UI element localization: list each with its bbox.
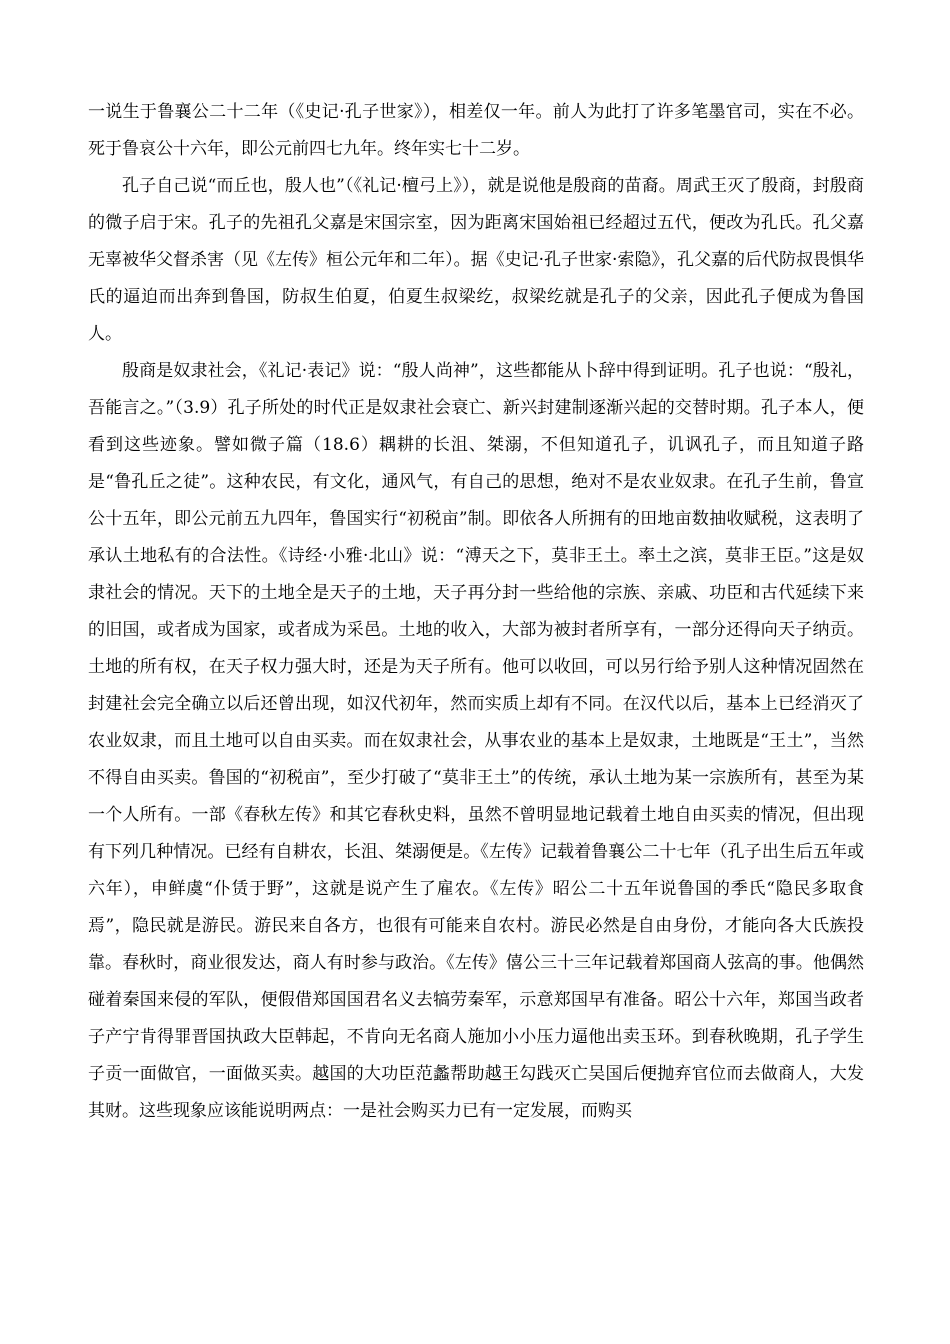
- body-text: [88, 94, 864, 1130]
- paragraph-2: 孔子自己说“而丘也，殷人也”（《礼记·檀弓上》），就是说他是殷商的苗裔。周武王灭了殷商，封殷商的微子启于宋。孔子的先祖孔父嘉是宋国宗室，因为距离宋国始祖已经超过五代，便改为孔氏。孔父嘉无辜被华父督杀害（见《左传》桓公元年和二年）。据《史记·孔子世家·索隐》，孔父嘉的后代防叔畏惧华氏的逼迫而出奔到鲁国，防叔生伯夏，伯夏生叔梁纥，叔梁纥就是孔子的父亲，因此孔子便成为鲁国人。: [88, 176, 864, 344]
- paragraph-1: 一说生于鲁襄公二十二年（《史记·孔子世家》），相差仅一年。前人为此打了许多笔墨官司，实在不必。死于鲁哀公十六年，即公元前四七九年。终年实七十二岁。: [88, 102, 864, 159]
- paragraph-3: 殷商是奴隶社会，《礼记·表记》说：“殷人尚神”，这些都能从卜辞中得到证明。孔子也说：“殷礼，吾能言之。”（3.9）孔子所处的时代正是奴隶社会衰亡、新兴封建制逐渐兴起的交替时期。孔子本人，便看到这些迹象。譬如微子篇（18.6）耦耕的长沮、桀溺，不但知道孔子，讥讽孔子，而且知道子路是“鲁孔丘之徒”。这种农民，有文化，通风气，有自己的思想，绝对不是农业奴隶。在孔子生前，鲁宣公十五年，即公元前五九四年，鲁国实行“初税亩”制。即依各人所拥有的田地亩数抽收赋税，这表明了承认土地私有的合法性。《诗经·小雅·北山》说：“溥天之下，莫非王土。率土之滨，莫非王臣。”这是奴隶社会的情况。天下的土地全是天子的土地，天子再分封一些给他的宗族、亲戚、功臣和古代延续下来的旧国，或者成为国家，或者成为采邑。土地的收入，大部为被封者所享有，一部分还得向天子纳贡。土地的所有权，在天子权力强大时，还是为天子所有。他可以收回，可以另行给予别人这种情况固然在封建社会完全确立以后还曾出现，如汉代初年，然而实质上却有不同。在汉代以后，基本上已经消灭了农业奴隶，而且土地可以自由买卖。而在奴隶社会，从事农业的基本上是奴隶，土地既是“王土”，当然不得自由买卖。鲁国的“初税亩”，至少打破了“莫非王土”的传统，承认土地为某一宗族所有，甚至为某一个人所有。一部《春秋左传》和其它春秋史料，虽然不曾明显地记载着土地自由买卖的情况，但出现有下列几种情况。已经有自耕农，长沮、桀溺便是。《左传》记载着鲁襄公二十七年（孔子出生后五年或六年），申鲜虞“仆赁于野”，这就是说产生了雇农。《左传》昭公二十五年说鲁国的季氏“隐民多取食焉”，隐民就是游民。游民来自各方，也很有可能来自农村。游民必然是自由身份，才能向各大氏族投靠。春秋时，商业很发达，商人有时参与政治。《左传》僖公三十三年记载着郑国商人弦高的事。他偶然碰着秦国来侵的军队，便假借郑国国君名义去犒劳秦军，示意郑国早有准备。昭公十六年，郑国当政者子产宁肯得罪晋国执政大臣韩起，不肯向无名商人施加小小压力逼他出卖玉环。到春秋晚期，孔子学生子贡一面做官，一面做买卖。越国的大功臣范蠡帮助越王勾践灭亡吴国后便抛弃官位而去做商人，大发其财。这些现象应该能说明两点：一是社会购买力已有一定发展，而购买: [88, 361, 864, 1121]
